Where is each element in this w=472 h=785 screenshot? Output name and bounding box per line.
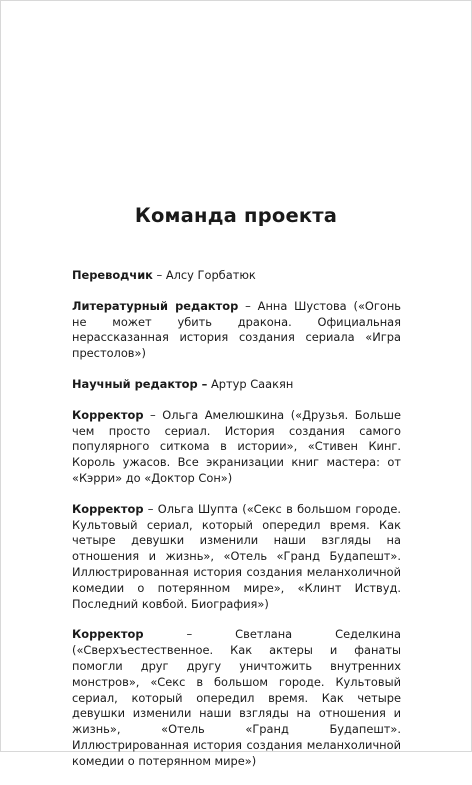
credit-details: – Алсу Горбатюк xyxy=(152,268,256,282)
credit-details: Артур Саакян xyxy=(207,376,294,391)
credits-list xyxy=(72,268,405,785)
role-label: Корректор xyxy=(72,627,144,642)
credit-entry-science-editor xyxy=(72,377,401,393)
credit-details: – Ольга Шупта («Секс в большом городе. Культовый сериал, который опередил время. Как четыре девушки изменили наши взгляды на отношения и жизнь», «Отель «Гранд Будапешт». Иллюстрированная история создания меланхоличной комедии о потерянном мире», «Клинт Иствуд. Последний ковбой. Биография») xyxy=(72,501,405,611)
role-label: Литературный редактор xyxy=(72,298,239,313)
credit-entry-literary-editor xyxy=(72,298,405,362)
role-label: Корректор xyxy=(72,407,144,422)
page-title: Команда проекта xyxy=(134,204,338,227)
credit-details: – Светлана Седелкина («Сверхъестественное. Как актеры и фанаты помогли друг другу уничтожить внутренних монстров», «Секс в большом городе. Культовый сериал, который опередил время. Как четыре девушки изменили наши взгляды на отношения и жизнь», «Отель «Гранд Будапешт». Иллюстрированная история создания меланхоличной комедии о потерянном мире») xyxy=(72,627,405,768)
credit-entry-proofreader-1 xyxy=(72,407,405,487)
credit-entry-translator xyxy=(72,268,401,284)
credit-details: – Анна Шустова («Огонь не может убить дракона. Официальная нерассказанная история создания сериала «Игра престолов») xyxy=(72,298,405,361)
role-label: Корректор xyxy=(72,501,144,516)
credit-details: – Ольга Амелюшкина («Друзья. Больше чем просто сериал. История создания самого популярного ситкома в истории», «Стивен Кинг. Король ужасов. Все экранизации книг мастера: от «Кэрри» до «Доктор Сон») xyxy=(72,407,405,485)
role-label: Переводчик xyxy=(72,268,153,282)
credit-entry-proofreader-2 xyxy=(72,501,405,613)
role-label: Научный редактор – xyxy=(72,376,208,391)
credit-entry-proofreader-3 xyxy=(72,627,405,769)
